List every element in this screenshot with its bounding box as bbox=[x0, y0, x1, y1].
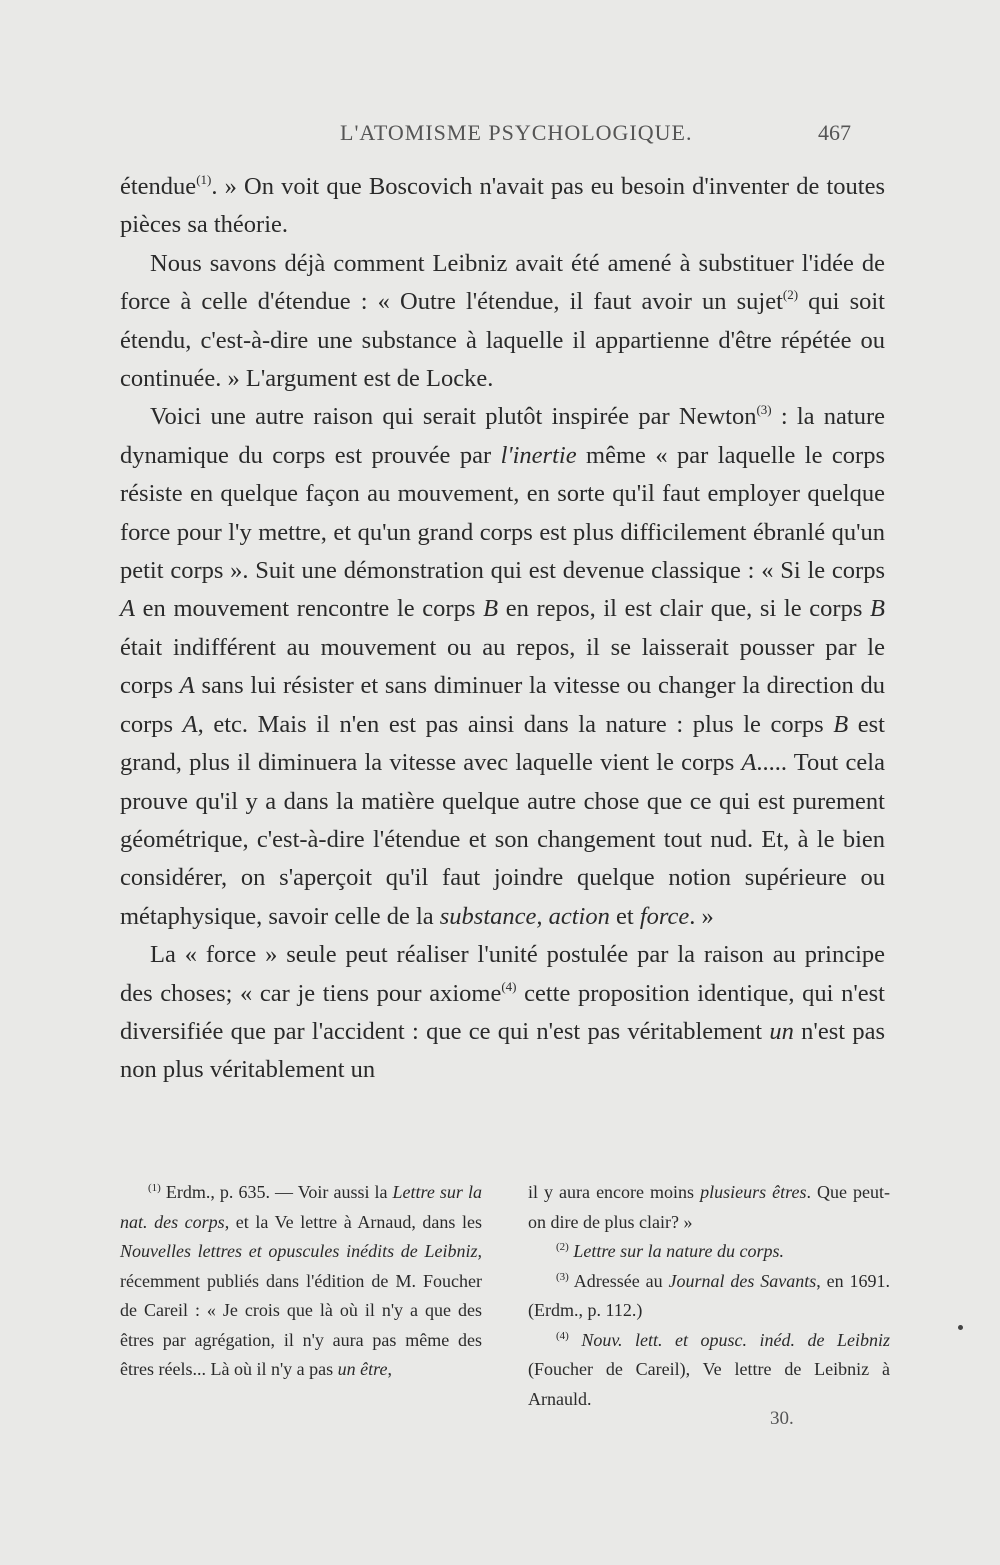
footnote-1-continued: il y aura encore moins plusieurs êtres. Que peut-on dire de plus clair? » bbox=[528, 1182, 890, 1232]
footnote-1: $^{(1)}$ Erdm., p. 635. — Voir aussi la Lettre sur la nat. des corps, et la Ve lettre à Arnaud, dans les Nouvelles lettres et opuscules inédits de Leibniz, récemment publiés dans l'édition de M. Foucher de Careil : « Je crois que là où il n'y a que des êtres par agrégation, il n'y aura pas même des êtres réels... Là où il n'y a pas un être, bbox=[120, 1182, 483, 1379]
paragraph-4: La « force » seule peut réaliser l'unité postulée par la raison au principe des choses; « car je tiens pour axiome$^{(4)}$ cette proposition identique, qui n'est diversifiée que par l'accident : que ce qui n'est pas véritablement un n'est pas non plus véritablement un bbox=[120, 941, 885, 1084]
running-title: L'ATOMISME PSYCHOLOGIQUE. bbox=[340, 120, 693, 145]
footnote-4: $^{(4)}$ Nouv. lett. et opusc. inéd. de Leibniz (Foucher de Careil), Ve lettre de Leibniz à Arnauld. bbox=[528, 1329, 890, 1409]
footnote-ref-4: (4) bbox=[501, 978, 517, 994]
footnotes-left-column bbox=[120, 1178, 482, 1385]
footnote-ref-3: (3) bbox=[756, 402, 772, 418]
page-number: 467 bbox=[818, 120, 851, 145]
ink-dot bbox=[958, 1325, 963, 1330]
footnote-ref-2: (2) bbox=[782, 287, 799, 303]
footnote-3: $^{(3)}$ Adressée au Journal des Savants, en 1691. (Erdm., p. 112.) bbox=[528, 1270, 891, 1320]
paragraph-1: étendue$^{(1)}$. » On voit que Boscovich n'avait pas eu besoin d'inventer de toutes pièces sa théorie. bbox=[120, 172, 885, 239]
paragraph-3: Voici une autre raison qui serait plutôt inspirée par Newton$^{(3)}$ : la nature dynamique du corps est prouvée par l'inertie même « par laquelle le corps résiste en quelque façon au mouvement, en sorte qu'il faut employer quelque force pour l'y mettre, et qu'un grand corps est plus difficilement ébranlé qu'un petit corps ». Suit une démonstration qui est devenue classique : « Si le corps A en mouvement rencontre le corps B en repos, il est clair que, si le corps B était indifférent au mouvement ou au repos, il se laisserait pousser par le corps A sans lui résister et sans diminuer la vitesse ou changer la direction du corps A, etc. Mais il n'en est pas ainsi dans la nature : plus le corps B est grand, plus il diminuera la vitesse avec laquelle vient le corps A..... Tout cela prouve qu'il y a dans la matière quelque autre chose que ce qui est purement géométrique, c'est-à-dire l'étendue et son changement tout nud. Et, à le bien considérer, on s'aperçoit qu'il faut joindre quelque notion supérieure ou métaphysique, savoir celle de la substance, action et force. » bbox=[120, 402, 885, 930]
paragraph-2: Nous savons déjà comment Leibniz avait été amené à substituer l'idée de force à celle d'étendue : « Outre l'étendue, il faut avoir un sujet$^{(2)}$ qui soit étendu, c'est-à-dire une substance à laquelle il appartienne d'être répétée ou continuée. » L'argument est de Locke. bbox=[120, 249, 885, 393]
footnote-ref-1: (1) bbox=[196, 172, 212, 187]
footnote-2: $^{(2)}$ Lettre sur la nature du corps. bbox=[556, 1241, 784, 1261]
footnotes-right-column bbox=[528, 1178, 890, 1414]
signature-mark: 30. bbox=[770, 1408, 794, 1429]
running-header bbox=[0, 120, 1000, 150]
main-text bbox=[120, 168, 885, 1090]
